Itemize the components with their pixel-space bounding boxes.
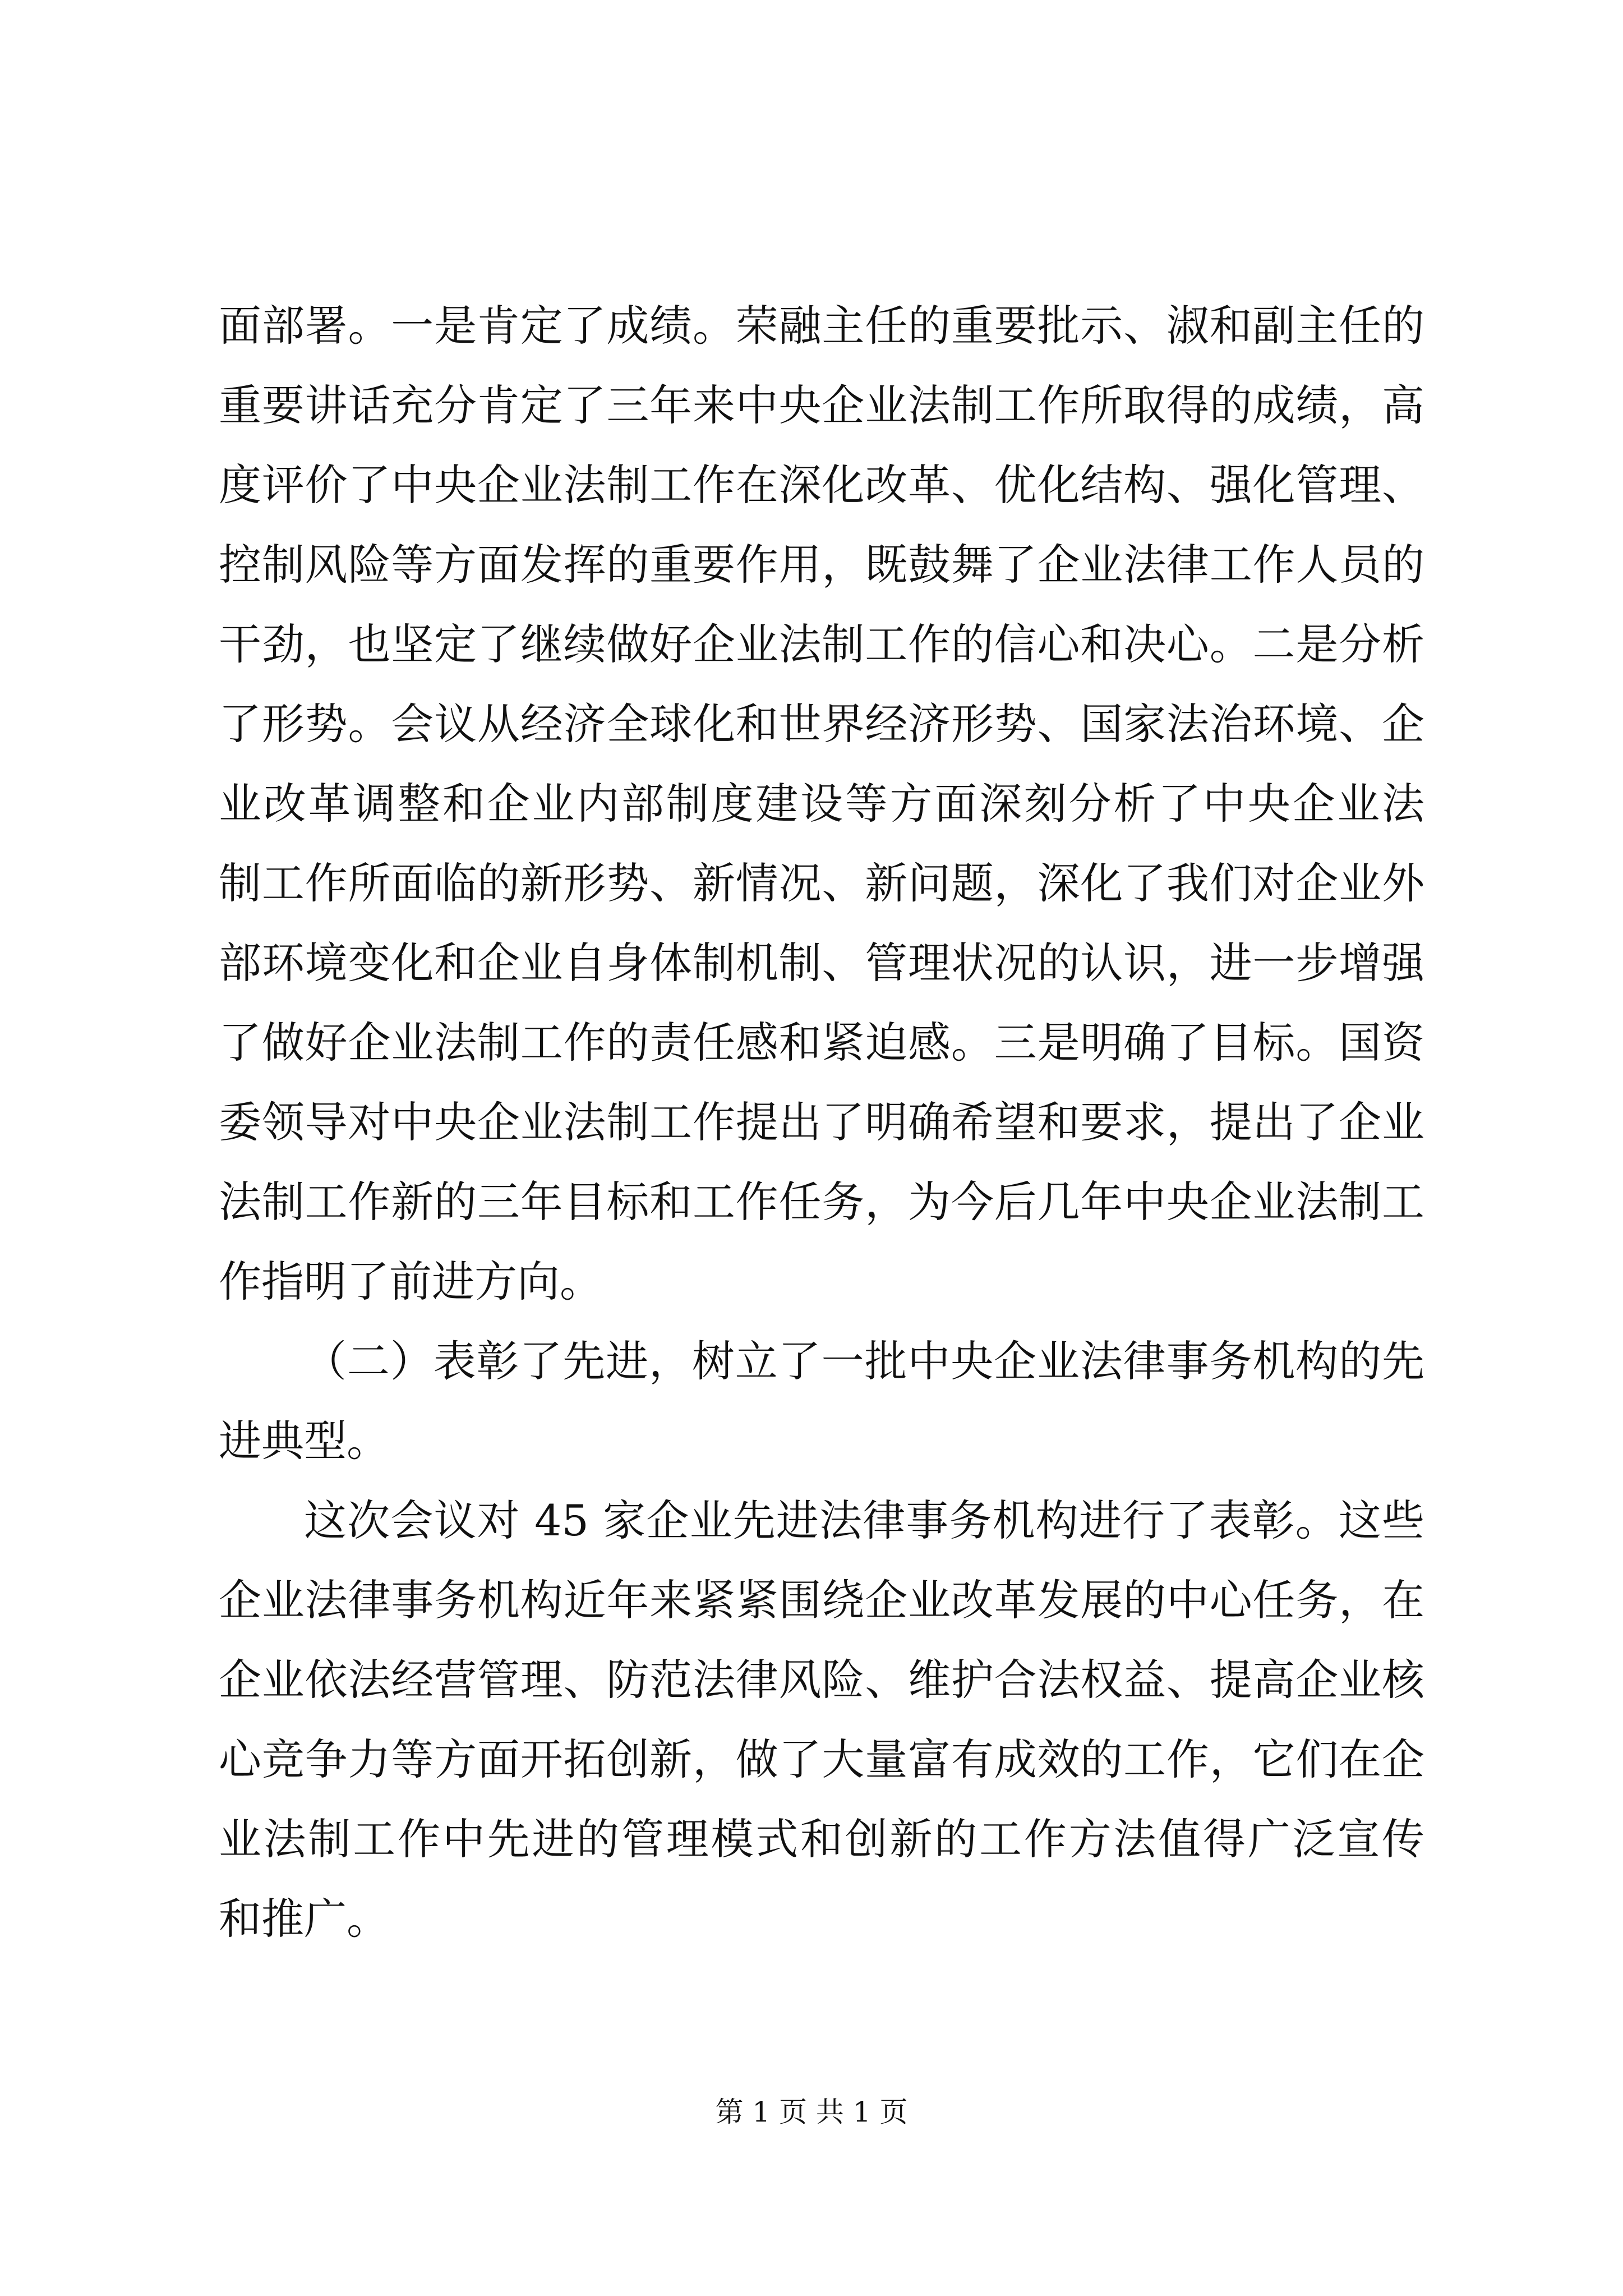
page-number-label: 第 1 页 共 1 页 [715, 2096, 908, 2128]
section-heading-line: （二）表彰了先进，树立了一批中央企业法律事务机构的先 [304, 1336, 1424, 1386]
text-line: 度评价了中央企业法制工作在深化改革、优化结构、强化管理、 [219, 460, 1424, 510]
text-line: 业法制工作中先进的管理模式和创新的工作方法值得广泛宣传 [219, 1814, 1424, 1864]
page-footer [0, 2092, 1623, 2132]
text-line: 干劲，也坚定了继续做好企业法制工作的信心和决心。二是分析 [219, 619, 1424, 669]
text-line: 重要讲话充分肯定了三年来中央企业法制工作所取得的成绩，高 [219, 380, 1424, 430]
text-line: 委领导对中央企业法制工作提出了明确希望和要求，提出了企业 [219, 1097, 1424, 1147]
text-line: 企业法律事务机构近年来紧紧围绕企业改革发展的中心任务，在 [219, 1575, 1424, 1625]
text-line: 部环境变化和企业自身体制机制、管理状况的认识，进一步增强 [219, 938, 1424, 988]
text-line: 作指明了前进方向。 [219, 1257, 602, 1306]
text-line: 控制风险等方面发挥的重要作用，既鼓舞了企业法律工作人员的 [219, 540, 1424, 590]
text-line: 心竞争力等方面开拓创新，做了大量富有成效的工作，它们在企 [219, 1734, 1424, 1784]
text-line: 法制工作新的三年目标和工作任务，为今后几年中央企业法制工 [219, 1177, 1424, 1227]
text-line: 了做好企业法制工作的责任感和紧迫感。三是明确了目标。国资 [219, 1018, 1424, 1068]
text-line: 了形势。会议从经济全球化和世界经济形势、国家法治环境、企 [219, 699, 1424, 749]
text-line: 这次会议对 45 家企业先进法律事务机构进行了表彰。这些 [304, 1496, 1424, 1545]
text-line: 业改革调整和企业内部制度建设等方面深刻分析了中央企业法 [219, 779, 1424, 829]
body-text [219, 286, 1424, 1959]
section-heading-line: 进典型。 [219, 1416, 389, 1466]
text-line: 和推广。 [219, 1894, 389, 1944]
text-line: 面部署。一是肯定了成绩。荣融主任的重要批示、淑和副主任的 [219, 301, 1424, 351]
text-line: 制工作所面临的新形势、新情况、新问题，深化了我们对企业外 [219, 858, 1424, 908]
text-line: 企业依法经营管理、防范法律风险、维护合法权益、提高企业核 [219, 1655, 1424, 1705]
